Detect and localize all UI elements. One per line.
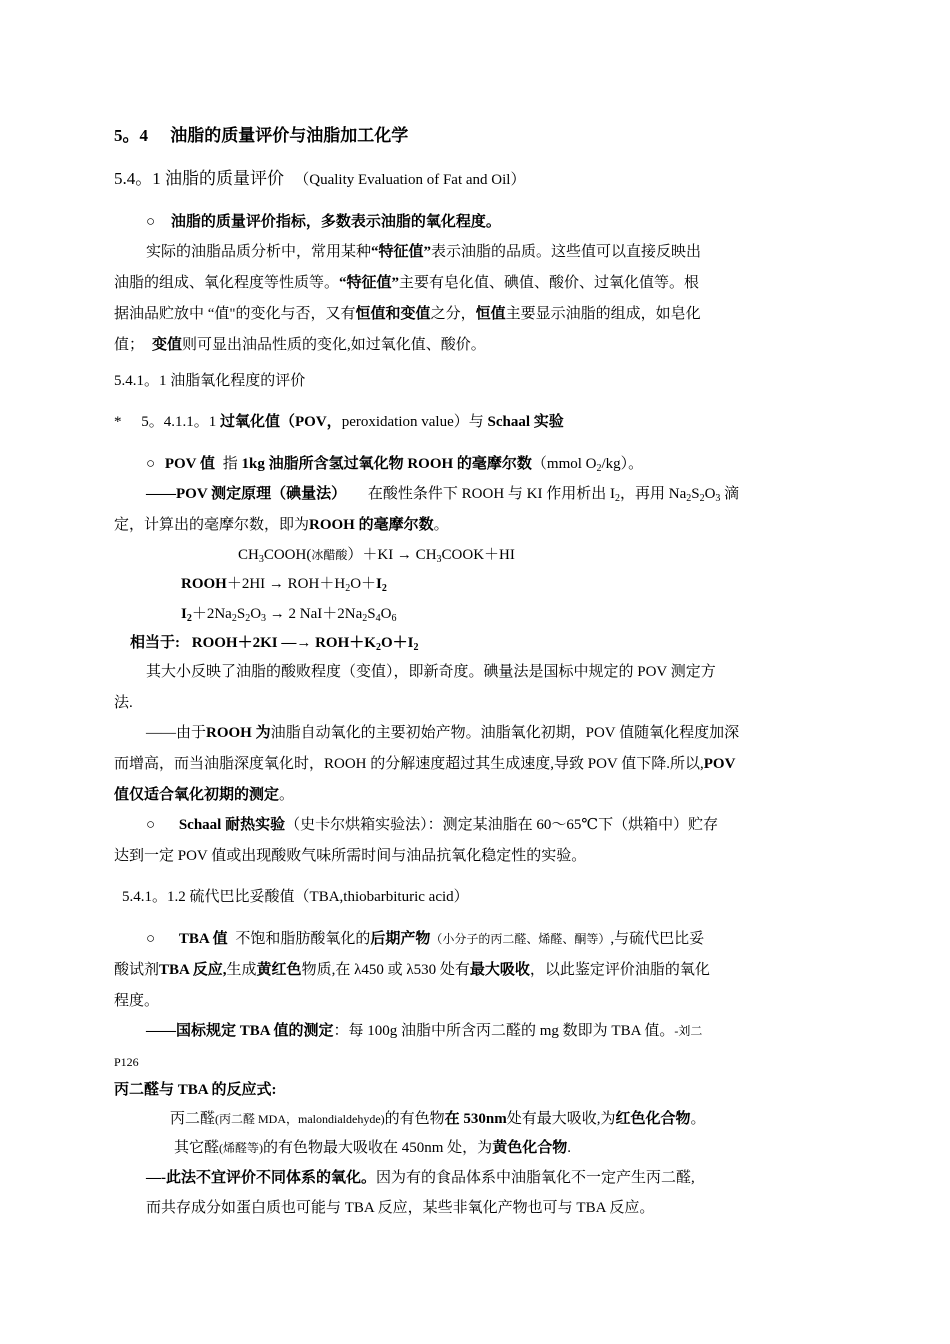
text: O＋	[350, 576, 377, 592]
bullet-pov	[146, 454, 643, 474]
bold-text: ROOH	[181, 576, 227, 592]
text: ——由于	[146, 725, 207, 741]
paragraph-line: 法.	[114, 695, 133, 711]
text: 处有最大吸收,为	[506, 1111, 616, 1127]
text: （史卡尔烘箱实验法）：测定某油脂在 60～65℃下（烘箱中）贮存	[285, 817, 719, 833]
bullet-schaal	[146, 815, 718, 835]
equation-2	[181, 574, 387, 594]
paragraph-line	[174, 1138, 571, 1158]
bold-text: 变值	[152, 337, 183, 353]
text: （小分子的丙二醛、烯醛、酮等）	[430, 932, 611, 946]
text: /kg）。	[601, 456, 644, 472]
bullet-quality-indicators	[146, 212, 501, 232]
bold-text: 在 530nm	[444, 1111, 507, 1127]
subscript: 3	[436, 554, 442, 565]
bold-text: O＋I	[380, 635, 414, 651]
text: 酸试剂	[114, 962, 160, 978]
equation-1	[238, 545, 515, 565]
section-heading-5-4	[114, 126, 408, 146]
text: 则可显出油品性质的变化,如过氧化值、酸价。	[182, 337, 486, 353]
paragraph-line: 达到一定 POV 值或出现酸败气味所需时间与油品抗氧化稳定性的实验。	[114, 848, 587, 864]
bold-text: “特征值”	[339, 275, 400, 291]
bold-text: TBA 反应,	[159, 962, 227, 978]
paragraph-line: 其大小反映了油脂的酸败程度（变值），即新奇度。碘量法是国标中规定的 POV 测定方	[146, 664, 716, 680]
subscript: 2	[345, 583, 351, 594]
subscript: 2	[231, 613, 237, 624]
text: 其它醛	[174, 1140, 220, 1156]
text: 生成	[226, 962, 257, 978]
paragraph-line: 而共存成分如蛋白质也可能与 TBA 反应，某些非氧化产物也可与 TBA 反应。	[146, 1200, 655, 1216]
bold-text: I	[181, 606, 187, 622]
bold-text: 黄色化合物	[492, 1140, 568, 1156]
paragraph-line	[146, 1021, 702, 1041]
text: O	[250, 606, 262, 622]
bold-text: Schaal 耐热实验	[178, 817, 286, 833]
section-title: 油脂的质量评价	[165, 169, 284, 188]
text: ，以此鉴定评价油脂的氧化	[529, 962, 710, 978]
section-title-english: （Quality Evaluation of Fat and Oil）	[294, 172, 526, 188]
section-number: 5.4。1	[114, 169, 161, 188]
bold-text: 后期产物	[370, 931, 431, 947]
text: → 2 NaI＋2Na	[266, 606, 363, 622]
section-heading-5-4-1	[114, 169, 525, 190]
text: COOK＋HI	[441, 547, 515, 563]
bold-text: 最大吸收	[469, 962, 530, 978]
text: ＋2HI → ROH＋H	[226, 576, 346, 592]
text: (烯醛等)	[219, 1141, 264, 1155]
subscript: 2	[413, 642, 419, 653]
section-title-english: （TBA,thiobarbituric acid）	[294, 889, 469, 905]
text: 表示油脂的品质。这些值可以直接反映出	[431, 244, 702, 260]
bold-text: ROOH 的毫摩尔数	[309, 517, 434, 533]
bold-text: I	[376, 576, 382, 592]
equation-4	[130, 633, 418, 653]
subsection-heading-5-4-1-1-1	[114, 412, 564, 432]
circle-bullet-icon: ○	[146, 456, 156, 472]
text: 据油品贮放中 “值"的变化与否，又有	[114, 306, 356, 322]
text: 冰醋酸	[311, 548, 348, 562]
text: 油脂的组成、氧化程度等性质等。	[114, 275, 340, 291]
text: ：每 100g 油脂中所含丙二醛的 mg 数即为 TBA 值。	[333, 1023, 675, 1039]
text: S	[236, 606, 246, 622]
reference-text: P126	[114, 1055, 139, 1069]
paragraph-line	[170, 1109, 706, 1129]
section-title: 油脂的质量评价与油脂加工化学	[170, 126, 409, 145]
bold-text: —-此法不宜评价不同体系的氧化。	[146, 1170, 376, 1186]
bullet-text: 油脂的质量评价指标，多数表示油脂的氧化程度。	[170, 214, 501, 230]
text: 的有色物	[384, 1111, 445, 1127]
text: 油脂自动氧化的主要初始产物。油脂氧化初期，POV 值随氧化程度加深	[270, 725, 740, 741]
paragraph-line	[114, 304, 701, 324]
paragraph-line	[146, 723, 739, 743]
bold-text: ——POV 测定原理（碘量法）	[146, 486, 347, 502]
text: 实际的油脂品质分析中，常用某种	[146, 244, 372, 260]
section-title: 硫代巴比妥酸值	[189, 889, 295, 905]
circle-bullet-icon: ○	[146, 817, 156, 833]
subscript: 2	[699, 493, 705, 504]
bold-text: ——国标规定 TBA 值的测定	[146, 1023, 334, 1039]
text: S	[691, 486, 700, 502]
bold-text: POV	[703, 756, 736, 772]
paragraph-line	[146, 1168, 695, 1188]
text: COOH(	[263, 547, 312, 563]
star-bullet-icon: *	[114, 414, 122, 430]
text: ，再用 Na	[619, 486, 687, 502]
text: 主要显示油脂的组成，如皂化	[505, 306, 701, 322]
paragraph-line	[146, 242, 701, 262]
text: 在酸性条件下 ROOH 与 KI 作用析出 I	[367, 486, 615, 502]
text: ＋2Na	[191, 606, 232, 622]
section-number: 5。4.1.1。1	[141, 414, 217, 430]
bold-text: Schaal 实验	[487, 414, 564, 430]
text: 之分，	[430, 306, 476, 322]
bold-text: TBA 值	[178, 931, 228, 947]
pov-principle-line	[114, 515, 449, 535]
bold-text: ROOH＋2KI —→ ROH＋K	[191, 635, 376, 651]
circle-bullet-icon: ○	[146, 931, 156, 947]
bold-text: 1kg 油脂所含氢过氧化物 ROOH 的毫摩尔数	[241, 456, 532, 472]
bold-text: 红色化合物	[615, 1111, 691, 1127]
subscript: 2	[381, 583, 387, 594]
bold-text: 过氧化值（POV，	[220, 414, 342, 430]
text: (丙二醛 MDA，malondialdehyde)	[215, 1112, 385, 1126]
reaction-heading: 丙二醛与 TBA 的反应式:	[114, 1082, 277, 1098]
bullet-tba	[146, 929, 704, 949]
section-number: 5。4	[114, 126, 148, 145]
text: peroxidation value）与	[341, 414, 484, 430]
bold-text: ROOH 为	[206, 725, 271, 741]
text: 值；	[114, 337, 145, 353]
subscript: 3	[258, 554, 264, 565]
subscript: 3	[261, 613, 267, 624]
text: 丙二醛	[170, 1111, 216, 1127]
text: 指	[222, 456, 238, 472]
reference-text: -刘二	[674, 1024, 703, 1038]
text: 因为有的食品体系中油脂氧化不一定产生丙二醛,	[376, 1170, 695, 1186]
text: ）＋KI → CH	[347, 547, 437, 563]
text: 主要有皂化值、碘值、酸价、过氧化值等。根	[399, 275, 700, 291]
text: CH	[238, 547, 259, 563]
text: 。	[279, 787, 295, 803]
text: ,与硫代巴比妥	[610, 931, 705, 947]
subscript: 3	[715, 493, 721, 504]
subsection-heading-5-4-1-1: 5.4.1。1 油脂氧化程度的评价	[114, 373, 306, 389]
section-number: 5.4.1。1.2	[122, 889, 186, 905]
text: （mmol O	[531, 456, 597, 472]
subscript: 2	[362, 613, 368, 624]
subscript: 2	[375, 642, 381, 653]
text: 而增高，而当油脂深度氧化时，ROOH 的分解速度超过其生成速度,导致 POV 值下降.所以,	[114, 756, 704, 772]
circle-bullet-icon: ○	[146, 214, 156, 230]
text: S	[367, 606, 376, 622]
bold-text: 黄红色	[256, 962, 302, 978]
subscript: 2	[186, 613, 192, 624]
text: 。	[690, 1111, 706, 1127]
bold-text: 恒值和变值	[355, 306, 431, 322]
bold-text: “特征值”	[371, 244, 432, 260]
bold-text: 值仅适合氧化初期的测定	[114, 787, 280, 803]
text: 物质,在 λ450 或 λ530 处有	[301, 962, 470, 978]
bold-text: POV 值	[164, 456, 215, 472]
text: 不饱和脂肪酸氧化的	[235, 931, 371, 947]
subsection-heading-5-4-1-1-2	[122, 887, 469, 907]
paragraph-line	[114, 785, 294, 805]
text: O	[380, 606, 392, 622]
text: .	[567, 1140, 571, 1156]
subscript: 4	[375, 613, 381, 624]
paragraph-line	[114, 960, 710, 980]
paragraph-line: 程度。	[114, 993, 160, 1009]
text: 定，计算出的毫摩尔数，即为	[114, 517, 310, 533]
text: 滴	[724, 486, 740, 502]
subscript: 2	[614, 493, 620, 504]
text: 。	[433, 517, 449, 533]
subscript: 2	[596, 463, 602, 474]
subscript: 2	[245, 613, 251, 624]
text: 的有色物最大吸收在 450nm 处，为	[263, 1140, 493, 1156]
bold-text: 恒值	[475, 306, 506, 322]
paragraph-line	[114, 335, 486, 355]
subscript: 6	[391, 613, 397, 624]
text: O	[704, 486, 716, 502]
paragraph-line	[114, 754, 735, 774]
bold-text: 相当于:	[130, 635, 180, 651]
equation-3	[181, 604, 396, 624]
subscript: 2	[686, 493, 692, 504]
pov-principle-line	[146, 484, 739, 504]
paragraph-line	[114, 273, 699, 293]
